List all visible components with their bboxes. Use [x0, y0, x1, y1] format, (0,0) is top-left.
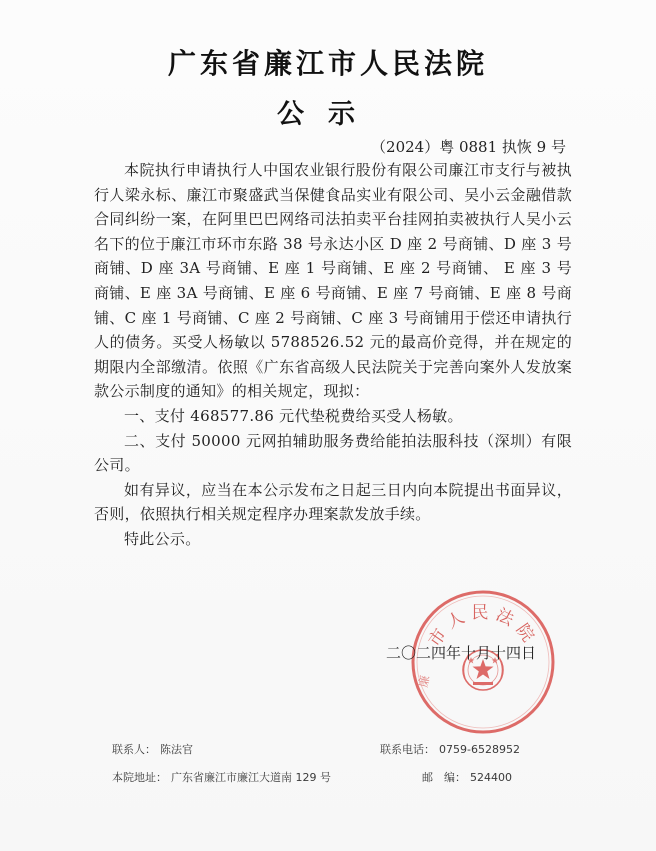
seal-text: 市人民法院 — [424, 603, 542, 651]
footer-postcode-number: 524400 — [470, 771, 512, 784]
case-number: （2024）粤 0881 执恢 9 号 — [371, 138, 566, 156]
footer-phone-label: 联系电话： — [380, 743, 435, 756]
body-closing: 特此公示。 — [124, 529, 201, 548]
svg-text:廉: 廉 — [416, 674, 433, 689]
notice-title: 公示 — [277, 99, 379, 130]
body-item-1: 一、支付 468577.86 元代垫税费给买受人杨敏。 — [124, 406, 463, 425]
footer-phone-number: 0759-6528952 — [439, 743, 520, 756]
footer-phone — [380, 741, 520, 757]
footer-address — [112, 769, 331, 785]
body-item-2: 二、支付 50000 元网拍辅助服务费给能拍法服科技（深圳）有限公司。 — [94, 431, 572, 475]
footer-address-label: 本院地址： — [112, 771, 167, 784]
footer-contact-name: 陈法官 — [160, 743, 193, 756]
footer-contact-label: 联系人： — [112, 743, 156, 756]
footer-postcode — [422, 769, 512, 785]
body-paragraph-objection: 如有异议，应当在本公示发布之日起三日内向本院提出书面异议，否则，依照执行相关规定程序办理案款发放手续。 — [94, 480, 572, 524]
notice-body — [94, 158, 572, 552]
body-paragraph-main: 本院执行申请执行人中国农业银行股份有限公司廉江市支行与被执行人梁永标、廉江市聚盛武当保健食品实业有限公司、吴小云金融借款合同纠纷一案，在阿里巴巴网络司法拍卖平台挂网拍卖被执行人吴小云名下的位于廉江市环市东路 38 号永达小区 D 座 2 号商铺、D 座 3 号商铺、D 座 3A 号商铺、E 座 1 号商铺、E 座 2 号商铺、 E 座 3 号商铺、E 座 3A 号商铺、E 座 6 号商铺、E 座 7 号商铺、E 座 8 号商铺、C 座 1 号商铺、C 座 2 号商铺、C 座 3 号商铺用于偿还申请执行人的债务。买受人杨敏以 5788526.52 元的最高价竞得，并在规定的期限内全部缴清。依照《广东省高级人民法院关于完善向案外人发放案款公示制度的通知》的相关规定，现拟： — [94, 161, 572, 401]
footer-postcode-label: 邮 编： — [422, 771, 466, 784]
footer-contact — [112, 741, 193, 757]
issue-date: 二〇二四年十月十四日 — [386, 644, 537, 662]
court-name: 广东省廉江市人民法院 — [167, 47, 488, 80]
footer-address-text: 广东省廉江市廉江大道南 129 号 — [171, 771, 331, 784]
